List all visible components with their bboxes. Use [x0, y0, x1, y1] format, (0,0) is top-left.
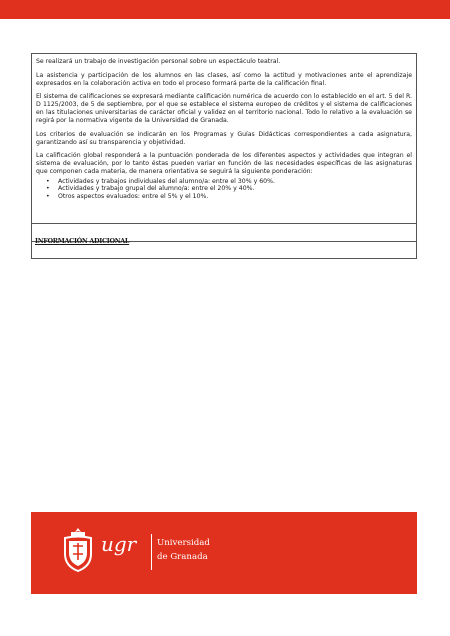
list-item: • Actividades y trabajos individuales del alumno/a: entre el 30% y 60%.: [58, 178, 412, 186]
evaluation-cell: [32, 54, 416, 224]
logo-divider: [151, 534, 152, 570]
header-bar: [0, 0, 450, 19]
paragraph: La asistencia y participación de los alumnos en las clases, así como la actitud y motivaciones ante el aprendizaje expresados en la colaboración activa en todo el proceso formará parte de la calificación final.: [36, 71, 412, 87]
seal-icon: [59, 526, 97, 574]
footer-banner: [31, 512, 417, 594]
paragraph: Se realizará un trabajo de investigación personal sobre un espectáculo teatral.: [36, 58, 281, 65]
paragraph: Los criterios de evaluación se indicarán en los Programas y Guías Didácticas correspondientes a cada asignatura, garantizando así su transparencia y objetividad.: [36, 130, 412, 146]
paragraph: La calificación global responderá a la puntuación ponderada de los diferentes aspectos y actividades que integran el sistema de evaluación, por lo tanto éstas pueden variar en función de las necesidades específicas de las asignaturas que componen cada materia, de manera orientativa se seguirá la siguiente ponderación:: [36, 152, 412, 175]
paragraph: El sistema de calificaciones se expresará mediante calificación numérica de acuerdo con lo establecido en el art. 5 del R. D 1125/2003, de 5 de septiembre, por el que se establece el sistema europeo de créditos y el sistema de calificaciones en las titulaciones universitarias de carácter oficial y validez en el territorio nacional. Todo lo relativo a la evaluación se regirá por la normativa vigente de la Universidad de Granada.: [36, 93, 412, 124]
ugr-wordmark: ugr: [101, 532, 137, 556]
list-item: • Otros aspectos evaluados: entre el 5% y el 10%.: [58, 193, 412, 201]
content-table: [31, 53, 417, 259]
weighting-list: [36, 178, 412, 201]
additional-info-heading-cell: [32, 224, 416, 245]
section-heading: INFORMACIÓN ADICIONAL: [35, 237, 130, 245]
university-logo: [59, 524, 210, 578]
list-item: • Actividades y trabajo grupal del alumno/a: entre el 20% y 40%.: [58, 185, 412, 193]
university-name-line2: de Granada: [157, 552, 208, 562]
university-name-line1: Universidad: [157, 538, 210, 548]
